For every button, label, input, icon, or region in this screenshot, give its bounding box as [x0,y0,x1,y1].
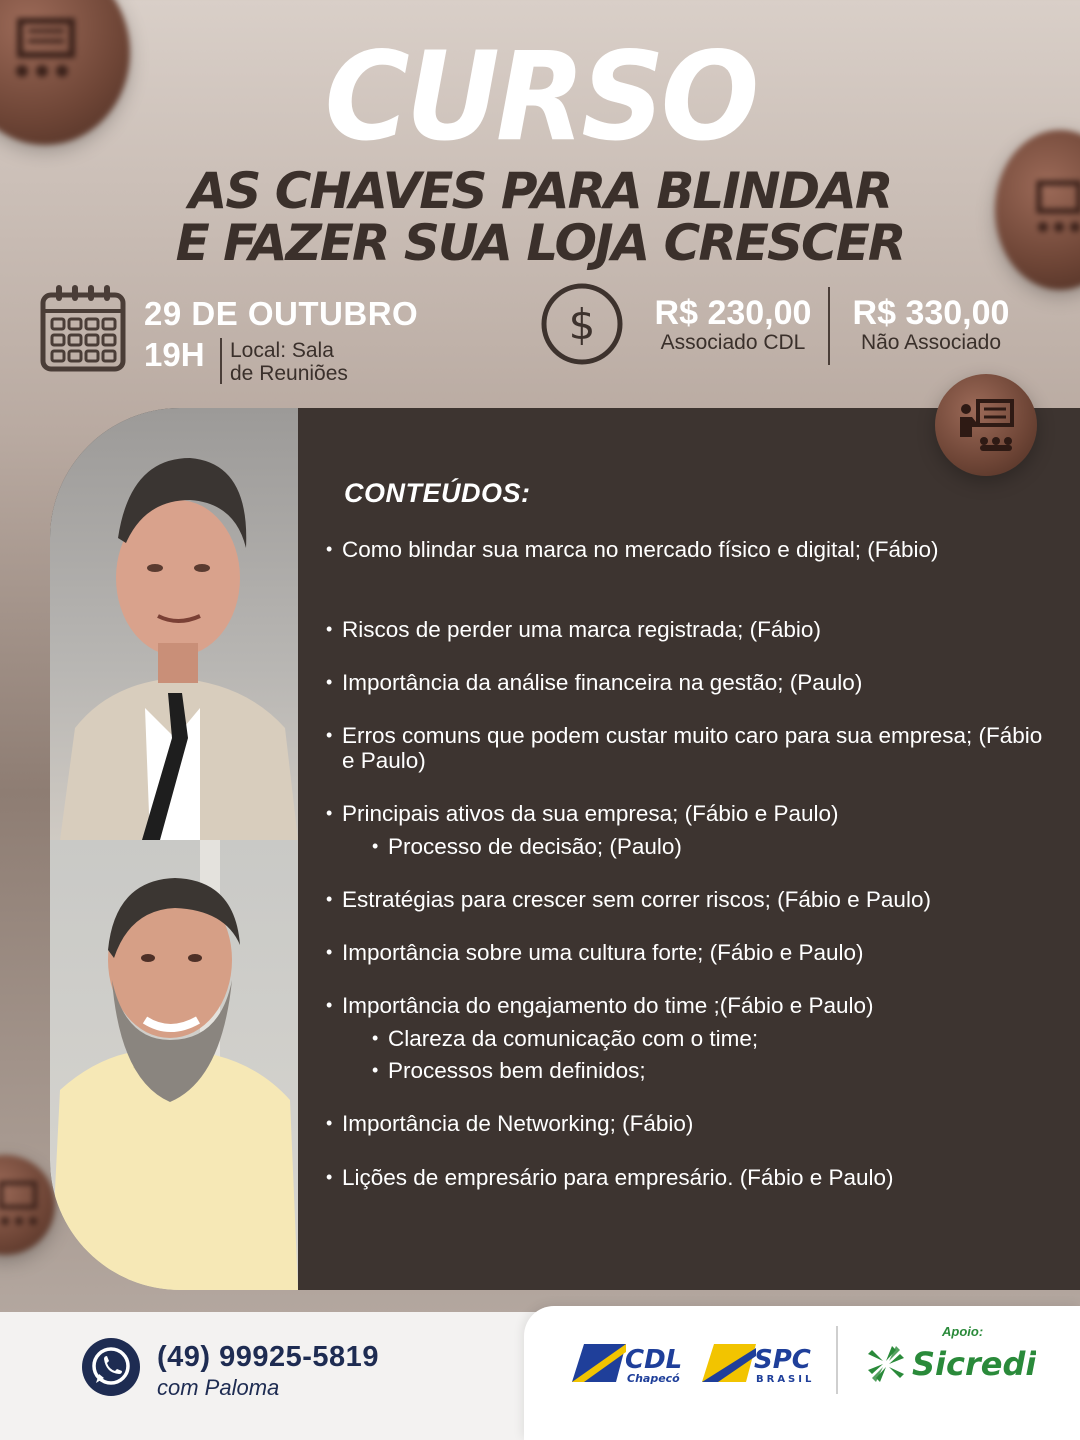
divider [828,287,830,365]
presentation-icon [954,397,1018,453]
spc-logo [700,1340,820,1391]
decorative-coin-bottom-left [0,1155,55,1255]
nonmember-price-block [838,295,1024,355]
list-item: • Riscos de perder uma marca registrada; (Fábio) [326,617,821,642]
support-label: Apoio: [942,1324,984,1339]
divider [220,338,222,384]
event-location-line-1: Local: Sala [230,339,334,362]
contents-title: CONTEÚDOS: [344,478,531,508]
list-item: • Lições de empresário para empresário. (Fábio e Paulo) [326,1165,894,1190]
whatsapp-icon[interactable] [82,1338,140,1396]
nonmember-price-label: Não Associado [860,331,1002,354]
svg-text:Chapecó: Chapecó [627,1372,680,1385]
nonmember-price: R$ 330,00 [852,294,1010,332]
speaker-paulo-illustration [50,840,298,1290]
list-item: • Importância de Networking; (Fábio) [326,1111,694,1136]
list-item: • Como blindar sua marca no mercado físico e digital; (Fábio) [326,537,939,562]
contact-phone[interactable]: (49) 99925-5819 [157,1341,379,1373]
course-label: CURSO [324,26,756,169]
dollar-circle-icon [540,282,624,366]
list-item: • Importância sobre uma cultura forte; (Fábio e Paulo) [326,940,864,965]
divider [836,1326,838,1394]
list-item: • Importância do engajamento do time ;(Fábio e Paulo) [326,993,874,1018]
list-subitem: • Processos bem definidos; [372,1058,646,1083]
course-title [0,162,1080,272]
member-price-label: Associado CDL [660,331,806,354]
event-date: 29 DE OUTUBRO [144,295,419,332]
member-price: R$ 230,00 [654,294,812,332]
calendar-icon [40,283,126,373]
cdl-logo [570,1340,690,1391]
list-item: • Estratégias para crescer sem correr riscos; (Fábio e Paulo) [326,887,931,912]
svg-text:$: $ [568,300,596,349]
list-subitem: • Processo de decisão; (Paulo) [372,834,682,859]
svg-text:BRASIL: BRASIL [756,1374,815,1385]
presentation-icon [0,1177,53,1233]
list-subitem: • Clareza da comunicação com o time; [372,1026,759,1051]
event-location-line-2: de Reuniões [230,362,348,385]
speaker-photo-fabio [50,408,298,840]
event-time: 19H [144,336,205,373]
svg-text:CDL: CDL [625,1345,683,1375]
event-location [230,339,430,385]
list-item: • Erros comuns que podem custar muito caro para sua empresa; (Fábio e Paulo) [326,723,1043,773]
cdl-logo-mark [570,1340,690,1386]
course-title-line-2: E FAZER SUA LOJA CRESCER [175,214,905,272]
speaker-photo-paulo [50,840,298,1290]
speaker-fabio-illustration [50,408,298,840]
course-title-line-1: AS CHAVES PARA BLINDAR [188,162,892,220]
svg-text:SPC: SPC [754,1345,811,1375]
list-item: • Principais ativos da sua empresa; (Fábio e Paulo) [326,801,839,826]
member-price-block [644,295,822,355]
list-item: • Importância da análise financeira na gestão; (Paulo) [326,670,863,695]
contact-name: com Paloma [157,1375,280,1400]
presentation-badge [935,374,1037,476]
svg-text:Sicredi: Sicredi [912,1345,1036,1383]
spc-logo-mark [700,1340,820,1386]
sicredi-logo [866,1340,1036,1391]
sicredi-logo-mark [866,1340,1036,1386]
